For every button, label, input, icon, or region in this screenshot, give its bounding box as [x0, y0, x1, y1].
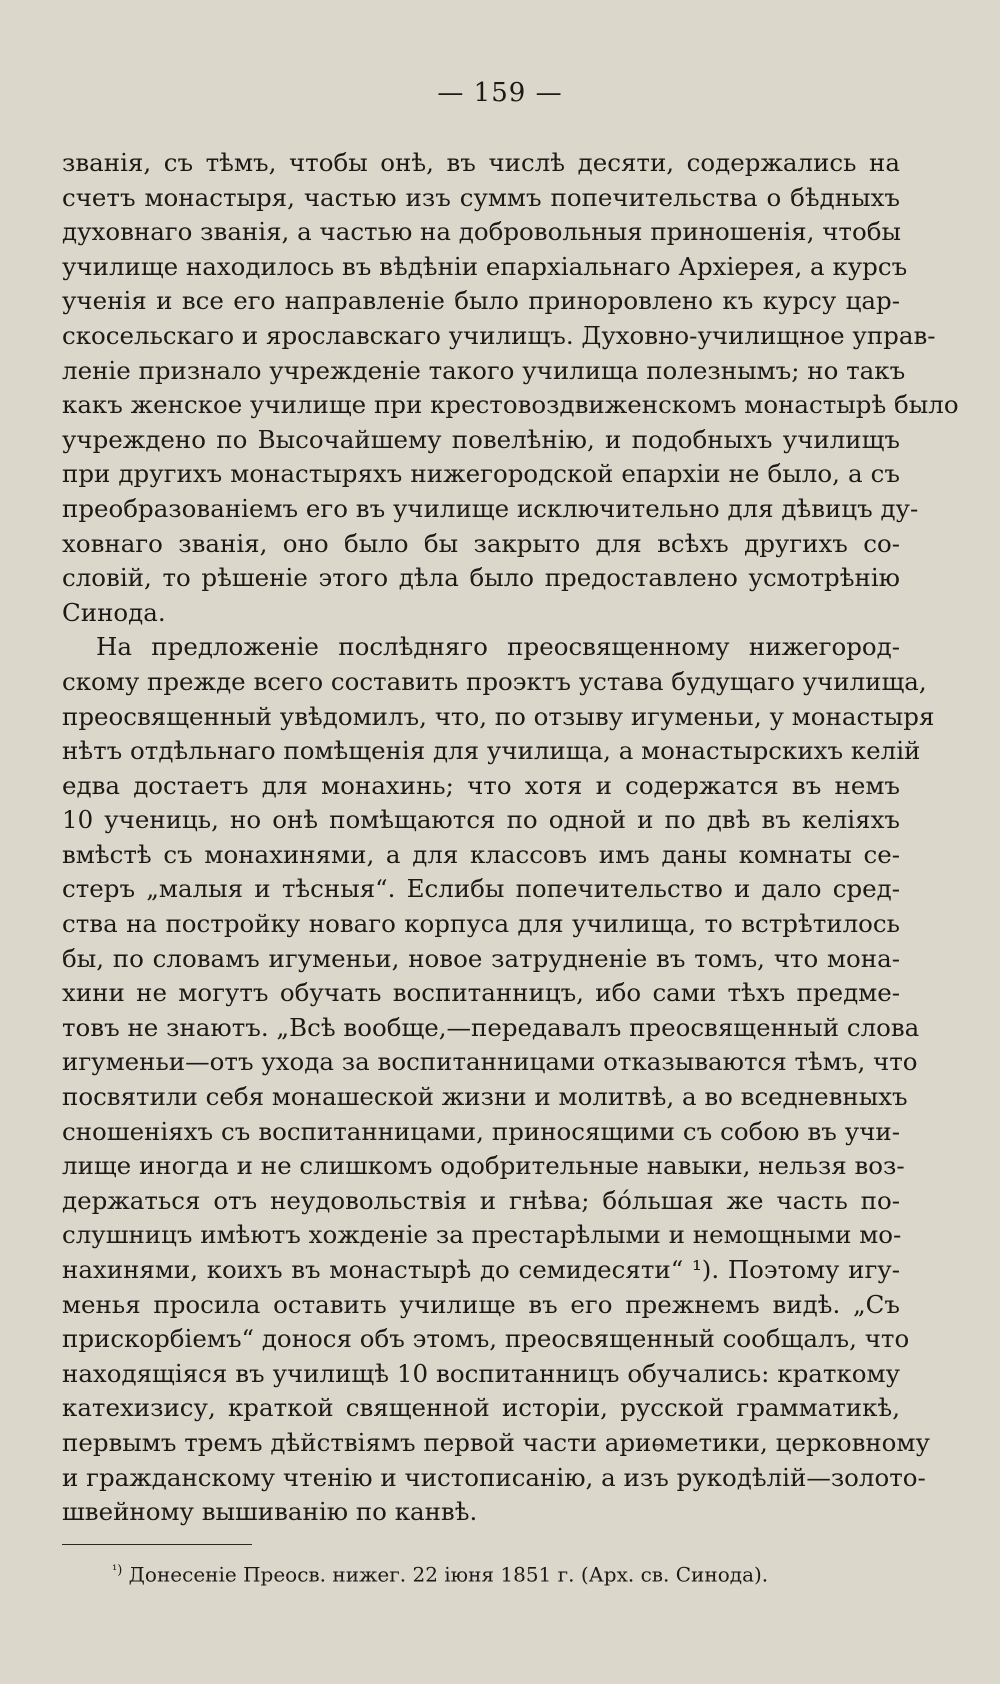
text-line: посвятили себя монашеской жизни и молитвѣ, а во вседневныхъ: [62, 1082, 908, 1112]
text-line: вмѣстѣ съ монахинями, а для классовъ имъ даны комнаты се-: [62, 839, 900, 869]
text-line: прискорбіемъ“ донося объ этомъ, преосвященный сообщалъ, что: [62, 1324, 910, 1354]
text-line: катехизису, краткой священной исторіи, русской грамматикѣ,: [62, 1393, 900, 1423]
text-line: находящіяся въ училищѣ 10 воспитанницъ обучались: краткому: [62, 1358, 900, 1388]
text-line: лище иногда и не слишкомъ одобрительные навыки, нельзя воз-: [62, 1151, 905, 1181]
text-line: бы, по словамъ игуменьи, новое затрудненіе въ томъ, что мона-: [62, 943, 900, 973]
body-text: [62, 146, 959, 1530]
text-line: скому прежде всего составить проэктъ устава будущаго училища,: [62, 666, 927, 696]
paragraph-end-line: швейному вышиванію по канвѣ.: [62, 1497, 478, 1527]
text-line: училище находилось въ вѣдѣніи епархіальнаго Архіерея, а курсъ: [62, 251, 908, 281]
text-line: духовнаго званія, а частью на добровольныя приношенія, чтобы: [62, 217, 901, 247]
text-line: товъ не знаютъ. „Всѣ вообще,—передавалъ преосвященный слова: [62, 1012, 920, 1042]
footnote-mark: ¹): [112, 1563, 123, 1578]
text-line: 10 учениць, но онѣ помѣщаются по одной и по двѣ въ келіяхъ: [62, 805, 900, 835]
paragraph-start-line: На предложеніе послѣдняго преосвященному нижегород-: [96, 632, 900, 662]
text-line: слушницъ имѣютъ хожденіе за престарѣлыми и немощными мо-: [62, 1220, 902, 1250]
text-line: преосвященный увѣдомилъ, что, по отзыву игуменьи, у монастыря: [62, 701, 935, 731]
text-line: ученія и все его направленіе было приноровлено къ курсу цар-: [62, 286, 900, 316]
text-line: леніе признало учрежденіе такого училища полезнымъ; но такъ: [62, 355, 906, 385]
paragraph-end-line: Синода.: [62, 597, 166, 627]
text-line: едва достаетъ для монахинь; что хотя и содержатся въ немъ: [62, 770, 900, 800]
page-number: — 159 —: [437, 78, 563, 108]
text-line: первымъ тремъ дѣйствіямъ первой части ариѳметики, церковному: [62, 1427, 930, 1457]
text-line: и гражданскому чтенію и чистописанію, а изъ рукодѣлій—золото-: [62, 1462, 926, 1492]
text-line: счетъ монастыря, частью изъ суммъ попечительства о бѣдныхъ: [62, 182, 900, 212]
text-line: словій, то рѣшеніе этого дѣла было предоставлено усмотрѣнію: [62, 563, 900, 593]
text-line: игуменьи—отъ ухода за воспитанницами отказываются тѣмъ, что: [62, 1047, 918, 1077]
text-line: при другихъ монастыряхъ нижегородской епархіи не было, а съ: [62, 459, 900, 489]
text-line: ства на постройку новаго корпуса для училища, то встрѣтилось: [62, 909, 900, 939]
text-line: званія, съ тѣмъ, чтобы онѣ, въ числѣ десяти, содержались на: [62, 148, 900, 177]
text-line: хини не могутъ обучать воспитанницъ, ибо сами тѣхъ предме-: [62, 978, 900, 1008]
text-line: стеръ „малыя и тѣсныя“. Еслибы попечительство и дало сред-: [62, 874, 900, 904]
footnote-divider: [62, 1544, 252, 1545]
footnote-text: Донесеніе Преосв. нижег. 22 іюня 1851 г. (Арх. св. Синода).: [128, 1562, 769, 1587]
text-line: держаться отъ неудовольствія и гнѣва; бо́льшая же часть по-: [62, 1185, 900, 1215]
text-line: ховнаго званія, оно было бы закрыто для всѣхъ другихъ со-: [62, 528, 900, 558]
text-line: нахинями, коихъ въ монастырѣ до семидесяти“ ¹). Поэтому игу-: [62, 1255, 900, 1284]
text-line: менья просила оставить училище въ его прежнемъ видѣ. „Съ: [62, 1289, 900, 1319]
text-line: нѣтъ отдѣльнаго помѣщенія для училища, а монастырскихъ келій: [62, 736, 921, 766]
footnote: [112, 1556, 872, 1590]
text-line: учреждено по Высочайшему повелѣнію, и подобныхъ училищъ: [62, 424, 900, 454]
text-line: какъ женское училище при крестовоздвиженскомъ монастырѣ было: [62, 390, 959, 420]
text-line: преобразованіемъ его въ училище исключительно для дѣвицъ ду-: [62, 493, 919, 523]
text-line: скосельскаго и ярославскаго училищъ. Духовно-училищное управ-: [62, 320, 936, 350]
text-line: сношеніяхъ съ воспитанницами, приносящими съ собою въ учи-: [62, 1116, 900, 1146]
